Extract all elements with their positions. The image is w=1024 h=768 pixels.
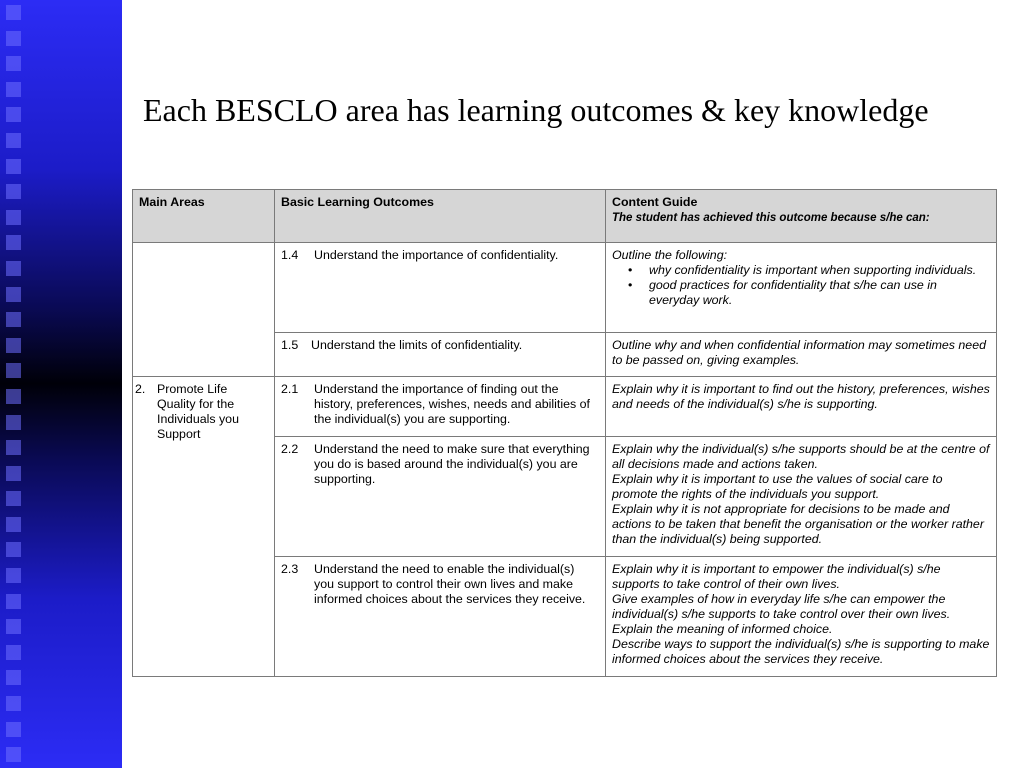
- sidebar-square: [6, 722, 21, 737]
- guide-text: Describe ways to support the individual(s) s/he is supporting to make informed choices about the services they receive.: [612, 637, 990, 666]
- slide-title: Each BESCLO area has learning outcomes & key knowledge: [143, 92, 929, 128]
- sidebar-square: [6, 133, 21, 148]
- sidebar-square: [6, 619, 21, 634]
- sidebar-square: [6, 389, 21, 404]
- outcome-number: 1.4: [281, 248, 299, 262]
- sidebar-square: [6, 440, 21, 455]
- table-row: [133, 243, 997, 333]
- learning-outcomes-table: [132, 189, 997, 677]
- outcome-number: 1.5: [281, 338, 299, 352]
- sidebar-square: [6, 261, 21, 276]
- outcome-text: Understand the need to make sure that everything you do is based around the individual(s) you are supporting.: [314, 442, 590, 486]
- main-area-cell-1: [133, 243, 275, 377]
- sidebar-square: [6, 56, 21, 71]
- guide-text: Explain why the individual(s) s/he supports should be at the centre of all decisions made and actions taken.: [612, 442, 990, 471]
- sidebar-square: [6, 466, 21, 481]
- sidebar-square: [6, 363, 21, 378]
- guide-cell: [606, 377, 997, 437]
- guide-cell: [606, 333, 997, 377]
- sidebar-square: [6, 338, 21, 353]
- guide-bullet: • why confidentiality is important when supporting individuals.: [649, 263, 990, 278]
- sidebar-square: [6, 594, 21, 609]
- content-guide-subtitle: The student has achieved this outcome because s/he can:: [612, 212, 930, 224]
- guide-cell: [606, 437, 997, 557]
- guide-cell: [606, 243, 997, 333]
- guide-text: Explain why it is important to empower the individual(s) s/he supports to take control of their own lives.: [612, 562, 941, 591]
- guide-text: Explain the meaning of informed choice.: [612, 622, 833, 636]
- sidebar-square: [6, 159, 21, 174]
- outcome-number: 2.3: [281, 562, 299, 576]
- sidebar-square: [6, 107, 21, 122]
- outcome-number: 2.1: [281, 382, 299, 396]
- guide-intro: Outline the following:: [612, 248, 728, 262]
- sidebar-square-pattern: [0, 0, 36, 768]
- guide-bullet: • good practices for confidentiality that s/he can use in everyday work.: [649, 278, 990, 308]
- guide-text: Explain why it is not appropriate for decisions to be made and actions to be taken that benefit the organisation or the worker rather than the individual(s) being supported.: [612, 502, 984, 546]
- guide-text: Give examples of how in everyday life s/he can empower the individual(s) s/he supports to take control over their own lives.: [612, 592, 951, 621]
- guide-text: Explain why it is important to find out the history, preferences, wishes and needs of the individual(s) s/he is supporting.: [612, 382, 990, 411]
- sidebar-square: [6, 747, 21, 762]
- header-learning-outcomes: Basic Learning Outcomes: [275, 190, 606, 243]
- outcome-number: 2.2: [281, 442, 299, 456]
- sidebar-square: [6, 696, 21, 711]
- main-area-label: Promote Life Quality for the Individuals you Support: [157, 382, 239, 441]
- header-main-areas: Main Areas: [133, 190, 275, 243]
- sidebar-square: [6, 517, 21, 532]
- outcome-cell: [275, 557, 606, 677]
- guide-bullet-list: [612, 263, 990, 308]
- table-row: [133, 377, 997, 437]
- sidebar-square: [6, 645, 21, 660]
- sidebar-square: [6, 235, 21, 250]
- sidebar-square: [6, 491, 21, 506]
- main-area-number: 2.: [135, 382, 146, 396]
- outcome-cell: [275, 333, 606, 377]
- sidebar-square: [6, 210, 21, 225]
- guide-cell: [606, 557, 997, 677]
- sidebar-square: [6, 542, 21, 557]
- sidebar-square: [6, 31, 21, 46]
- sidebar-square: [6, 5, 21, 20]
- sidebar-square: [6, 287, 21, 302]
- sidebar-square: [6, 312, 21, 327]
- content-guide-title: Content Guide: [612, 195, 698, 209]
- outcome-text: Understand the need to enable the individual(s) you support to control their own lives and make informed choices about the services they receive.: [314, 562, 586, 606]
- sidebar-square: [6, 415, 21, 430]
- outcome-text: Understand the importance of finding out the history, preferences, wishes, needs and abilities of the individual(s) you are supporting.: [314, 382, 590, 426]
- outcome-cell: [275, 243, 606, 333]
- guide-text: Explain why it is important to use the values of social care to promote the rights of the individuals you support.: [612, 472, 943, 501]
- header-content-guide: [606, 190, 997, 243]
- decorative-sidebar: [0, 0, 122, 768]
- outcome-text: Understand the limits of confidentiality.: [311, 338, 523, 352]
- sidebar-square: [6, 670, 21, 685]
- sidebar-square: [6, 82, 21, 97]
- outcome-cell: [275, 437, 606, 557]
- table-header-row: [133, 190, 997, 243]
- sidebar-square: [6, 184, 21, 199]
- guide-text: Outline why and when confidential information may sometimes need to be passed on, giving examples.: [612, 338, 986, 367]
- outcome-cell: [275, 377, 606, 437]
- main-area-cell-2: [133, 377, 275, 677]
- sidebar-square: [6, 568, 21, 583]
- outcome-text: Understand the importance of confidentiality.: [314, 248, 559, 262]
